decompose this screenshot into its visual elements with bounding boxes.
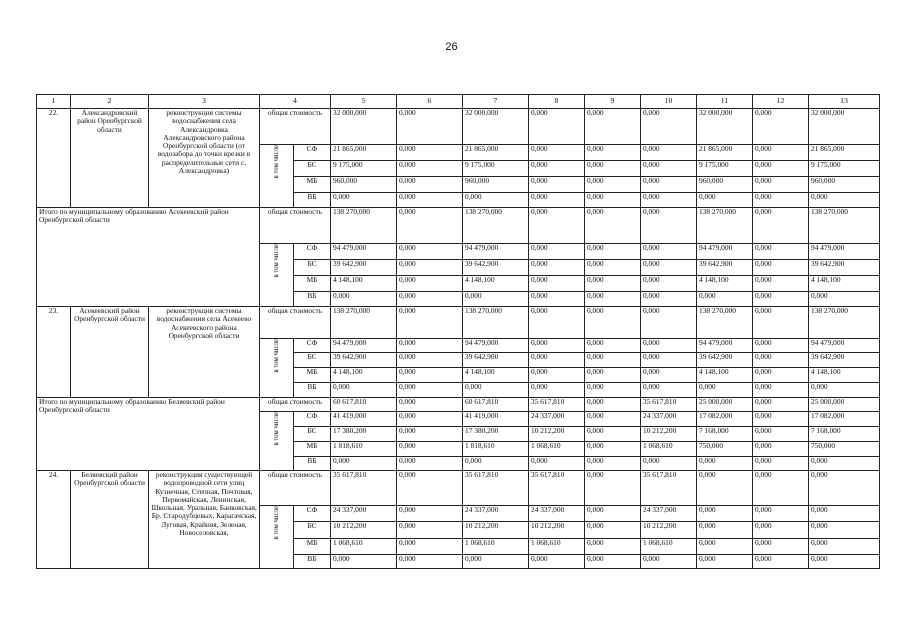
amount-cell: 0,000 bbox=[585, 539, 641, 555]
amount-cell: 94 479,000 bbox=[697, 244, 753, 260]
amount-cell: 960,000 bbox=[463, 177, 529, 193]
amount-cell: 0,000 bbox=[753, 457, 809, 471]
amount-cell: 0,000 bbox=[397, 555, 463, 569]
amount-cell: 21 865,000 bbox=[809, 145, 880, 161]
amount-cell: 9 175,000 bbox=[697, 161, 753, 177]
amount-cell: 10 212,200 bbox=[641, 522, 697, 539]
amount-cell: 21 865,000 bbox=[697, 145, 753, 161]
fund-type: ВБ bbox=[294, 457, 331, 471]
amount-cell: 0,000 bbox=[809, 383, 880, 398]
fund-type: БС bbox=[294, 427, 331, 442]
amount-cell: 0,000 bbox=[641, 109, 697, 145]
amount-cell: 0,000 bbox=[641, 353, 697, 368]
amount-cell: 0,000 bbox=[529, 307, 585, 339]
amount-cell: 1 818,610 bbox=[463, 442, 529, 457]
amount-cell: 0,000 bbox=[753, 276, 809, 292]
amount-cell: 10 212,200 bbox=[463, 522, 529, 539]
amount-cell: 138 270,000 bbox=[809, 208, 880, 244]
amount-cell: 0,000 bbox=[697, 539, 753, 555]
amount-cell: 0,000 bbox=[529, 208, 585, 244]
amount-cell: 24 337,000 bbox=[463, 506, 529, 522]
amount-cell: 0,000 bbox=[397, 368, 463, 383]
amount-cell: 35 617,810 bbox=[641, 471, 697, 506]
amount-cell: 0,000 bbox=[529, 161, 585, 177]
amount-cell: 0,000 bbox=[529, 109, 585, 145]
amount-cell: 0,000 bbox=[753, 161, 809, 177]
amount-cell: 0,000 bbox=[697, 457, 753, 471]
amount-cell: 94 479,000 bbox=[697, 339, 753, 353]
amount-cell: 1 068,610 bbox=[331, 539, 397, 555]
amount-cell: 0,000 bbox=[585, 208, 641, 244]
municipality-name: Беляевский район Оренбургской области bbox=[71, 471, 149, 569]
amount-cell: 0,000 bbox=[641, 307, 697, 339]
amount-cell: 0,000 bbox=[529, 276, 585, 292]
amount-cell: 0,000 bbox=[753, 193, 809, 208]
page-number: 26 bbox=[445, 41, 458, 53]
amount-cell: 35 617,810 bbox=[463, 471, 529, 506]
amount-cell: 0,000 bbox=[397, 398, 463, 412]
including-text: в том числе bbox=[273, 145, 280, 179]
amount-cell: 750,000 bbox=[697, 442, 753, 457]
amount-cell: 0,000 bbox=[585, 276, 641, 292]
amount-cell: 0,000 bbox=[697, 471, 753, 506]
amount-cell: 0,000 bbox=[585, 555, 641, 569]
amount-cell: 41 419,000 bbox=[463, 412, 529, 427]
amount-cell: 39 642,900 bbox=[463, 353, 529, 368]
amount-cell: 10 212,200 bbox=[529, 427, 585, 442]
amount-cell: 1 818,610 bbox=[331, 442, 397, 457]
column-header: 3 bbox=[149, 95, 260, 109]
amount-cell: 0,000 bbox=[641, 145, 697, 161]
amount-cell: 35 617,810 bbox=[529, 471, 585, 506]
amount-cell: 0,000 bbox=[585, 307, 641, 339]
amount-cell: 7 168,000 bbox=[697, 427, 753, 442]
amount-cell: 0,000 bbox=[641, 555, 697, 569]
amount-cell: 138 270,000 bbox=[697, 208, 753, 244]
amount-cell: 0,000 bbox=[397, 177, 463, 193]
amount-cell: 0,000 bbox=[585, 471, 641, 506]
amount-cell: 35 617,810 bbox=[641, 398, 697, 412]
amount-cell: 32 000,000 bbox=[463, 109, 529, 145]
including-text: в том числе bbox=[273, 244, 280, 278]
amount-cell: 0,000 bbox=[331, 457, 397, 471]
amount-cell: 0,000 bbox=[529, 260, 585, 276]
amount-cell: 9 175,000 bbox=[331, 161, 397, 177]
amount-cell: 0,000 bbox=[585, 383, 641, 398]
amount-cell: 0,000 bbox=[753, 353, 809, 368]
item-number: 22. bbox=[37, 109, 71, 208]
including-text: в том числе bbox=[273, 339, 280, 373]
amount-cell: 0,000 bbox=[585, 244, 641, 260]
item-number: 23. bbox=[37, 307, 71, 398]
amount-cell: 35 617,810 bbox=[331, 471, 397, 506]
subtotal-title: Итого по муниципальному образованию Беляевский район Оренбургской области bbox=[37, 398, 260, 471]
amount-cell: 39 642,900 bbox=[463, 260, 529, 276]
fund-type: БС bbox=[294, 353, 331, 368]
amount-cell: 960,000 bbox=[809, 177, 880, 193]
fund-type: МБ bbox=[294, 539, 331, 555]
amount-cell: 0,000 bbox=[463, 457, 529, 471]
amount-cell: 0,000 bbox=[641, 339, 697, 353]
column-header: 11 bbox=[697, 95, 753, 109]
amount-cell: 0,000 bbox=[585, 292, 641, 307]
amount-cell: 10 212,200 bbox=[641, 427, 697, 442]
including-label bbox=[260, 339, 294, 398]
amount-cell: 35 617,810 bbox=[529, 398, 585, 412]
amount-cell: 24 337,000 bbox=[529, 506, 585, 522]
amount-cell: 10 212,200 bbox=[331, 522, 397, 539]
amount-cell: 32 000,000 bbox=[809, 109, 880, 145]
project-description: реконструкция существующей водопроводной сети улиц Кузнечная, Степная, Почтовая, Первомайская, Ленинская, Школьная, Уральная, Банковская, Бр. Стародубцевых, Карагачская, Луговая, Крайняя, Зеленая, Новоселовская, bbox=[149, 471, 260, 569]
amount-cell: 17 380,200 bbox=[331, 427, 397, 442]
amount-cell: 0,000 bbox=[585, 398, 641, 412]
amount-cell: 0,000 bbox=[529, 339, 585, 353]
column-header: 9 bbox=[585, 95, 641, 109]
amount-cell: 4 148,100 bbox=[697, 276, 753, 292]
fund-type: СФ bbox=[294, 412, 331, 427]
amount-cell: 4 148,100 bbox=[463, 276, 529, 292]
amount-cell: 0,000 bbox=[397, 260, 463, 276]
fund-type: БС bbox=[294, 161, 331, 177]
amount-cell: 24 337,000 bbox=[529, 412, 585, 427]
item-row bbox=[37, 109, 880, 145]
amount-cell: 0,000 bbox=[463, 292, 529, 307]
amount-cell: 32 000,000 bbox=[697, 109, 753, 145]
amount-cell: 750,000 bbox=[809, 442, 880, 457]
amount-cell: 0,000 bbox=[753, 368, 809, 383]
amount-cell: 0,000 bbox=[585, 193, 641, 208]
amount-cell: 0,000 bbox=[697, 193, 753, 208]
fund-type: СФ bbox=[294, 506, 331, 522]
amount-cell: 39 642,900 bbox=[697, 260, 753, 276]
amount-cell: 0,000 bbox=[397, 193, 463, 208]
amount-cell: 0,000 bbox=[809, 193, 880, 208]
amount-cell: 94 479,000 bbox=[331, 244, 397, 260]
column-header: 7 bbox=[463, 95, 529, 109]
amount-cell: 0,000 bbox=[463, 193, 529, 208]
amount-cell: 0,000 bbox=[529, 193, 585, 208]
total-cost-label: общая стоимость bbox=[260, 398, 331, 412]
financing-table bbox=[36, 94, 880, 569]
amount-cell: 39 642,900 bbox=[809, 260, 880, 276]
total-cost-label: общая стоимость bbox=[260, 471, 331, 506]
fund-type: МБ bbox=[294, 177, 331, 193]
column-header: 2 bbox=[71, 95, 149, 109]
amount-cell: 0,000 bbox=[397, 208, 463, 244]
amount-cell: 0,000 bbox=[641, 208, 697, 244]
amount-cell: 0,000 bbox=[331, 292, 397, 307]
amount-cell: 0,000 bbox=[397, 522, 463, 539]
amount-cell: 0,000 bbox=[397, 353, 463, 368]
amount-cell: 25 000,000 bbox=[697, 398, 753, 412]
amount-cell: 0,000 bbox=[753, 398, 809, 412]
fund-type: МБ bbox=[294, 368, 331, 383]
amount-cell: 0,000 bbox=[753, 244, 809, 260]
amount-cell: 0,000 bbox=[529, 145, 585, 161]
amount-cell: 138 270,000 bbox=[809, 307, 880, 339]
amount-cell: 0,000 bbox=[753, 177, 809, 193]
project-description: реконструкция системы водоснабжения села Александровка Александровского района Оренбургской области (от водозабора до точки врезки в распределительные сети с. Александровка) bbox=[149, 109, 260, 208]
amount-cell: 0,000 bbox=[331, 193, 397, 208]
amount-cell: 0,000 bbox=[641, 161, 697, 177]
amount-cell: 0,000 bbox=[753, 427, 809, 442]
amount-cell: 0,000 bbox=[809, 506, 880, 522]
amount-cell: 0,000 bbox=[753, 307, 809, 339]
amount-cell: 32 000,000 bbox=[331, 109, 397, 145]
amount-cell: 0,000 bbox=[809, 457, 880, 471]
amount-cell: 24 337,000 bbox=[641, 506, 697, 522]
amount-cell: 0,000 bbox=[697, 522, 753, 539]
amount-cell: 39 642,900 bbox=[331, 353, 397, 368]
item-row bbox=[37, 307, 880, 339]
amount-cell: 0,000 bbox=[585, 339, 641, 353]
amount-cell: 0,000 bbox=[397, 506, 463, 522]
amount-cell: 94 479,000 bbox=[809, 339, 880, 353]
amount-cell: 0,000 bbox=[397, 442, 463, 457]
amount-cell: 0,000 bbox=[331, 383, 397, 398]
amount-cell: 0,000 bbox=[641, 244, 697, 260]
fund-type: СФ bbox=[294, 339, 331, 353]
amount-cell: 0,000 bbox=[641, 292, 697, 307]
amount-cell: 0,000 bbox=[397, 307, 463, 339]
amount-cell: 0,000 bbox=[585, 506, 641, 522]
column-header: 1 bbox=[37, 95, 71, 109]
amount-cell: 4 148,100 bbox=[809, 276, 880, 292]
amount-cell: 0,000 bbox=[397, 539, 463, 555]
amount-cell: 960,000 bbox=[331, 177, 397, 193]
amount-cell: 0,000 bbox=[753, 506, 809, 522]
amount-cell: 0,000 bbox=[585, 260, 641, 276]
including-label bbox=[260, 506, 294, 569]
amount-cell: 0,000 bbox=[809, 471, 880, 506]
amount-cell: 0,000 bbox=[529, 177, 585, 193]
including-label bbox=[260, 412, 294, 471]
amount-cell: 41 419,000 bbox=[331, 412, 397, 427]
amount-cell: 0,000 bbox=[397, 161, 463, 177]
amount-cell: 960,000 bbox=[697, 177, 753, 193]
amount-cell: 1 068,610 bbox=[529, 442, 585, 457]
amount-cell: 0,000 bbox=[529, 383, 585, 398]
amount-cell: 94 479,000 bbox=[463, 244, 529, 260]
including-text: в том числе bbox=[273, 412, 280, 446]
amount-cell: 0,000 bbox=[585, 412, 641, 427]
amount-cell: 17 082,000 bbox=[809, 412, 880, 427]
amount-cell: 0,000 bbox=[585, 442, 641, 457]
amount-cell: 1 068,610 bbox=[641, 442, 697, 457]
amount-cell: 0,000 bbox=[397, 145, 463, 161]
amount-cell: 4 148,100 bbox=[463, 368, 529, 383]
municipality-name: Александровский район Оренбургской области bbox=[71, 109, 149, 208]
amount-cell: 39 642,900 bbox=[697, 353, 753, 368]
including-label bbox=[260, 145, 294, 208]
amount-cell: 0,000 bbox=[529, 244, 585, 260]
fund-type: БС bbox=[294, 522, 331, 539]
amount-cell: 4 148,100 bbox=[697, 368, 753, 383]
amount-cell: 60 617,810 bbox=[463, 398, 529, 412]
column-header: 6 bbox=[397, 95, 463, 109]
amount-cell: 0,000 bbox=[809, 539, 880, 555]
fund-type: СФ bbox=[294, 244, 331, 260]
amount-cell: 7 168,000 bbox=[809, 427, 880, 442]
fund-type: ВБ bbox=[294, 383, 331, 398]
amount-cell: 4 148,100 bbox=[809, 368, 880, 383]
item-number: 24. bbox=[37, 471, 71, 569]
amount-cell: 0,000 bbox=[397, 457, 463, 471]
fund-type: МБ bbox=[294, 442, 331, 457]
amount-cell: 0,000 bbox=[463, 555, 529, 569]
amount-cell: 1 068,610 bbox=[641, 539, 697, 555]
amount-cell: 0,000 bbox=[397, 383, 463, 398]
amount-cell: 39 642,900 bbox=[809, 353, 880, 368]
amount-cell: 4 148,100 bbox=[331, 276, 397, 292]
amount-cell: 0,000 bbox=[529, 353, 585, 368]
total-cost-label: общая стоимость bbox=[260, 109, 331, 145]
amount-cell: 0,000 bbox=[641, 260, 697, 276]
total-row bbox=[37, 398, 880, 412]
amount-cell: 0,000 bbox=[585, 427, 641, 442]
amount-cell: 4 148,100 bbox=[331, 368, 397, 383]
amount-cell: 60 617,810 bbox=[331, 398, 397, 412]
fund-type: БС bbox=[294, 260, 331, 276]
amount-cell: 0,000 bbox=[641, 383, 697, 398]
amount-cell: 0,000 bbox=[585, 522, 641, 539]
amount-cell: 0,000 bbox=[753, 383, 809, 398]
amount-cell: 39 642,900 bbox=[331, 260, 397, 276]
amount-cell: 0,000 bbox=[753, 412, 809, 427]
amount-cell: 0,000 bbox=[753, 555, 809, 569]
item-row bbox=[37, 471, 880, 506]
amount-cell: 0,000 bbox=[753, 442, 809, 457]
amount-cell: 0,000 bbox=[397, 412, 463, 427]
amount-cell: 0,000 bbox=[809, 292, 880, 307]
amount-cell: 0,000 bbox=[529, 292, 585, 307]
amount-cell: 17 082,000 bbox=[697, 412, 753, 427]
amount-cell: 94 479,000 bbox=[331, 339, 397, 353]
column-header: 10 bbox=[641, 95, 697, 109]
amount-cell: 9 175,000 bbox=[809, 161, 880, 177]
amount-cell: 0,000 bbox=[585, 109, 641, 145]
amount-cell: 0,000 bbox=[697, 292, 753, 307]
column-header: 4 bbox=[260, 95, 331, 109]
fund-type: ВБ bbox=[294, 193, 331, 208]
amount-cell: 21 865,000 bbox=[331, 145, 397, 161]
amount-cell: 0,000 bbox=[697, 555, 753, 569]
total-cost-label: общая стоимость bbox=[260, 208, 331, 244]
amount-cell: 9 175,000 bbox=[463, 161, 529, 177]
amount-cell: 10 212,200 bbox=[529, 522, 585, 539]
amount-cell: 0,000 bbox=[397, 339, 463, 353]
amount-cell: 0,000 bbox=[641, 177, 697, 193]
amount-cell: 0,000 bbox=[585, 368, 641, 383]
total-row bbox=[37, 208, 880, 244]
amount-cell: 0,000 bbox=[397, 292, 463, 307]
column-header: 12 bbox=[753, 95, 809, 109]
amount-cell: 0,000 bbox=[529, 555, 585, 569]
amount-cell: 0,000 bbox=[809, 522, 880, 539]
amount-cell: 17 380,200 bbox=[463, 427, 529, 442]
amount-cell: 1 068,610 bbox=[529, 539, 585, 555]
amount-cell: 0,000 bbox=[585, 145, 641, 161]
amount-cell: 25 000,000 bbox=[809, 398, 880, 412]
amount-cell: 24 337,000 bbox=[641, 412, 697, 427]
municipality-name: Асекеевский район Оренбургской области bbox=[71, 307, 149, 398]
total-cost-label: общая стоимость bbox=[260, 307, 331, 339]
amount-cell: 0,000 bbox=[753, 145, 809, 161]
amount-cell: 0,000 bbox=[397, 109, 463, 145]
amount-cell: 0,000 bbox=[697, 506, 753, 522]
amount-cell: 0,000 bbox=[753, 208, 809, 244]
amount-cell: 21 865,000 bbox=[463, 145, 529, 161]
fund-type: ВБ bbox=[294, 292, 331, 307]
amount-cell: 0,000 bbox=[753, 260, 809, 276]
amount-cell: 0,000 bbox=[697, 383, 753, 398]
amount-cell: 94 479,000 bbox=[809, 244, 880, 260]
amount-cell: 0,000 bbox=[753, 471, 809, 506]
column-header: 13 bbox=[809, 95, 880, 109]
amount-cell: 0,000 bbox=[809, 555, 880, 569]
subtotal-title: Итого по муниципальному образованию Асекеевский район Оренбургской области bbox=[37, 208, 260, 307]
project-description: реконструкция системы водоснабжения села Асекеево Асекеевского района Оренбургской области bbox=[149, 307, 260, 398]
amount-cell: 0,000 bbox=[585, 457, 641, 471]
amount-cell: 0,000 bbox=[397, 244, 463, 260]
amount-cell: 0,000 bbox=[397, 427, 463, 442]
amount-cell: 0,000 bbox=[753, 339, 809, 353]
fund-type: МБ bbox=[294, 276, 331, 292]
amount-cell: 0,000 bbox=[397, 276, 463, 292]
amount-cell: 138 270,000 bbox=[463, 307, 529, 339]
amount-cell: 138 270,000 bbox=[331, 208, 397, 244]
column-number-header-row bbox=[37, 95, 880, 109]
amount-cell: 0,000 bbox=[753, 109, 809, 145]
amount-cell: 138 270,000 bbox=[331, 307, 397, 339]
amount-cell: 138 270,000 bbox=[463, 208, 529, 244]
amount-cell: 24 337,000 bbox=[331, 506, 397, 522]
amount-cell: 0,000 bbox=[641, 193, 697, 208]
amount-cell: 0,000 bbox=[585, 353, 641, 368]
column-header: 5 bbox=[331, 95, 397, 109]
amount-cell: 0,000 bbox=[753, 292, 809, 307]
including-label bbox=[260, 244, 294, 307]
amount-cell: 0,000 bbox=[585, 161, 641, 177]
column-header: 8 bbox=[529, 95, 585, 109]
amount-cell: 138 270,000 bbox=[697, 307, 753, 339]
amount-cell: 0,000 bbox=[641, 457, 697, 471]
amount-cell: 94 479,000 bbox=[463, 339, 529, 353]
amount-cell: 0,000 bbox=[641, 368, 697, 383]
fund-type: СФ bbox=[294, 145, 331, 161]
amount-cell: 0,000 bbox=[463, 383, 529, 398]
amount-cell: 0,000 bbox=[753, 539, 809, 555]
amount-cell: 0,000 bbox=[585, 177, 641, 193]
amount-cell: 0,000 bbox=[529, 368, 585, 383]
amount-cell: 0,000 bbox=[641, 276, 697, 292]
amount-cell: 0,000 bbox=[753, 522, 809, 539]
amount-cell: 0,000 bbox=[331, 555, 397, 569]
fund-type: ВБ bbox=[294, 555, 331, 569]
including-text: в том числе bbox=[273, 506, 280, 540]
amount-cell: 0,000 bbox=[529, 457, 585, 471]
amount-cell: 0,000 bbox=[397, 471, 463, 506]
amount-cell: 1 068,610 bbox=[463, 539, 529, 555]
table-body bbox=[37, 95, 880, 569]
